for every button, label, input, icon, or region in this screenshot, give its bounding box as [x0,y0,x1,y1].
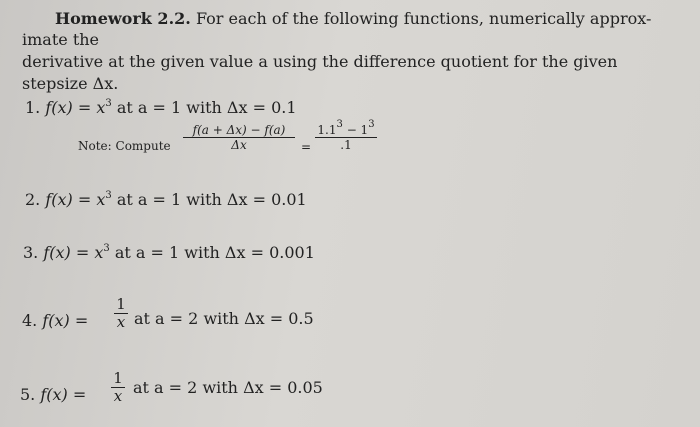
problem-number: 3. [23,243,39,262]
problem-condition: at a = 1 with Δx = 0.1 [111,98,297,117]
difference-quotient [183,123,295,152]
nq-numerator: $1.1^3 - 1^3$ [317,119,375,137]
exponent: 3 [105,190,112,201]
dq-numerator: f(a + Δx) − f(a) [192,123,286,137]
problem-function: f(x) = [42,311,89,330]
nq-denominator: .1 [340,138,352,152]
problem-number: 4. [22,311,38,330]
homework-title: Homework 2.2. [55,9,191,28]
problem-function: f(x) = x [45,190,106,209]
problem-5-condition: at a = 2 with Δx = 0.05 [133,378,323,397]
problem-1 [25,99,297,117]
problem-4-fraction [114,296,128,331]
problem-condition: at a = 1 with Δx = 0.001 [109,243,315,262]
problem-number: 2. [25,190,41,209]
numeric-quotient [315,119,377,152]
problem-condition: at a = 1 with Δx = 0.01 [111,190,307,209]
problem-4-lead [22,312,88,330]
intro-line-2: imate the [22,30,100,49]
intro-text-1: For each of the following functions, numerically approx- [195,9,652,28]
intro-line-3: derivative at the given value a using the difference quotient for the given [22,52,618,71]
problem-5-lead [20,386,86,404]
dq-denominator: Δx [231,138,247,152]
problem-4-condition: at a = 2 with Δx = 0.5 [134,309,314,328]
problem-3 [23,244,315,262]
fraction-numerator: 1 [113,369,123,387]
problem-number: 5. [20,385,36,404]
intro-line-4: stepsize Δx. [22,74,119,93]
intro-line-1 [55,10,651,28]
exponent: 3 [103,243,110,254]
note-label: Note: Compute [78,139,171,153]
fraction-denominator: x [113,387,123,405]
note-equals: = [301,140,312,154]
problem-function: f(x) = x [45,98,106,117]
problem-2 [25,191,307,209]
problem-function: f(x) = x [43,243,104,262]
exponent: 3 [105,98,112,109]
fraction-denominator: x [116,313,126,331]
problem-function: f(x) = [40,385,87,404]
problem-number: 1. [25,98,41,117]
problem-5-fraction [111,370,125,405]
fraction-numerator: 1 [116,295,126,313]
